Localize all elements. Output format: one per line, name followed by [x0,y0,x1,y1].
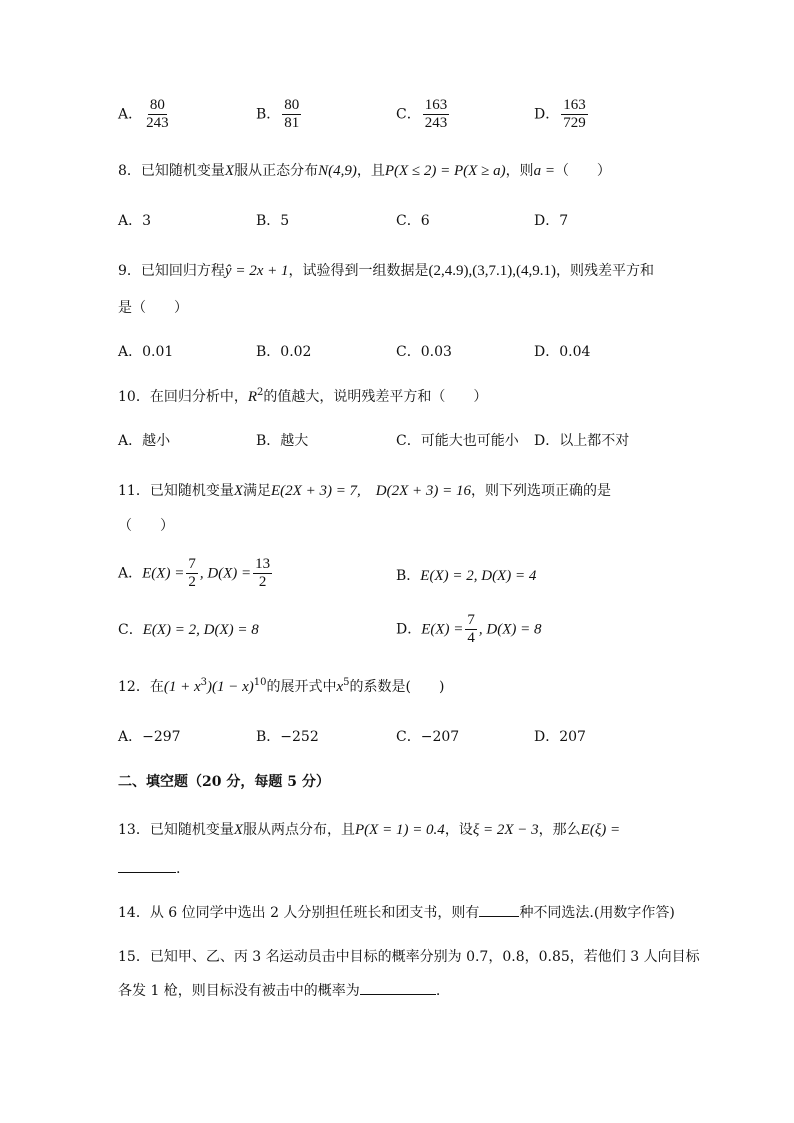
q10-option-d: D．以上都不对 [534,433,630,449]
q7-option-b [256,97,303,132]
fraction: $\frac{80}{81}$ [284,97,300,131]
q12-option-d: D．207 [534,729,586,745]
question-9-stem-line2: 是（ ） [118,300,188,316]
q11-option-d: D．E(X) = $\frac{7}{4}$ , D(X) = 8 [396,612,542,646]
q8-option-a: A．3 [118,213,152,229]
q7-option-d [534,97,590,132]
option-label: D． [534,106,560,123]
fraction: $\frac{163}{729}$ [563,97,586,131]
q9-option-b: B．0.02 [256,344,312,360]
question-13-answer-line: . [118,858,180,879]
question-14-stem: 14．从 6 位同学中选出 2 人分别担任班长和团支书，则有 种不同选法.(用数字作答) [118,902,675,923]
question-13-stem: 13．已知随机变量X服从两点分布，且P(X = 1) = 0.4，设ξ = 2X − 3，那么E(ξ) = [118,822,621,838]
q12-option-c: C．−207 [396,729,460,745]
answer-blank[interactable] [118,858,176,873]
option-label: A． [118,106,143,123]
question-8-stem: 8．已知随机变量X服从正态分布N(4,9)，且P(X ≤ 2) = P(X ≥ a)，则a =（ ） [118,163,611,179]
q11-option-b: B．E(X) = 2, D(X) = 4 [396,568,537,584]
section-heading: 二、填空题（20 分，每题 5 分） [118,774,330,790]
question-10-stem: 10．在回归分析中，$R^2$的值越大，说明残差平方和（ ） [118,387,488,405]
q10-option-c: C．可能大也可能小 [396,433,519,449]
answer-blank[interactable] [479,902,519,917]
q9-option-d: D．0.04 [534,344,591,360]
option-label: C． [396,106,421,123]
q10-option-a: A．越小 [118,433,171,449]
q11-option-c: C．E(X) = 2, D(X) = 8 [118,622,259,638]
question-15-stem-line2: 各发 1 枪，则目标没有被击中的概率为 . [118,980,440,1001]
fraction: $\frac{7}{4}$ [467,612,475,646]
question-11-stem: 11．已知随机变量X满足E(2X + 3) = 7, D(2X + 3) = 16，则下列选项正确的是 [118,483,612,499]
question-9-stem: 9．已知回归方程ŷ = 2x + 1，试验得到一组数据是(2,4.9),(3,7.1),(4,9.1)，则残差平方和 [118,263,654,279]
q9-option-a: A．0.01 [118,344,174,360]
q7-option-c [396,97,451,132]
q8-option-c: C．6 [396,213,430,229]
question-15-stem: 15．已知甲、乙、丙 3 名运动员击中目标的概率分别为 0.7，0.8，0.85，若他们 3 人向目标 [118,949,700,965]
answer-blank[interactable] [360,980,436,995]
q8-option-d: D．7 [534,213,569,229]
fraction: $\frac{80}{243}$ [146,97,169,131]
q12-option-b: B．−252 [256,729,319,745]
option-label: B． [256,106,281,123]
fraction: $\frac{7}{2}$ [188,556,196,590]
q7-option-a [118,97,173,132]
q9-option-c: C．0.03 [396,344,452,360]
q11-option-a: A．E(X) = $\frac{7}{2}$ , D(X) = $\frac{13}{2}$ [118,556,271,590]
fraction: $\frac{163}{243}$ [424,97,448,131]
fraction: $\frac{13}{2}$ [255,556,271,590]
q10-option-b: B．越大 [256,433,309,449]
question-12-stem: 12．在$(1 + x^3)(1 - x)^{10}$的展开式中$x^5$的系数是( ) [118,677,445,695]
question-11-stem-line2: （ ） [118,518,174,534]
q12-option-a: A．−297 [118,729,181,745]
q8-option-b: B．5 [256,213,290,229]
